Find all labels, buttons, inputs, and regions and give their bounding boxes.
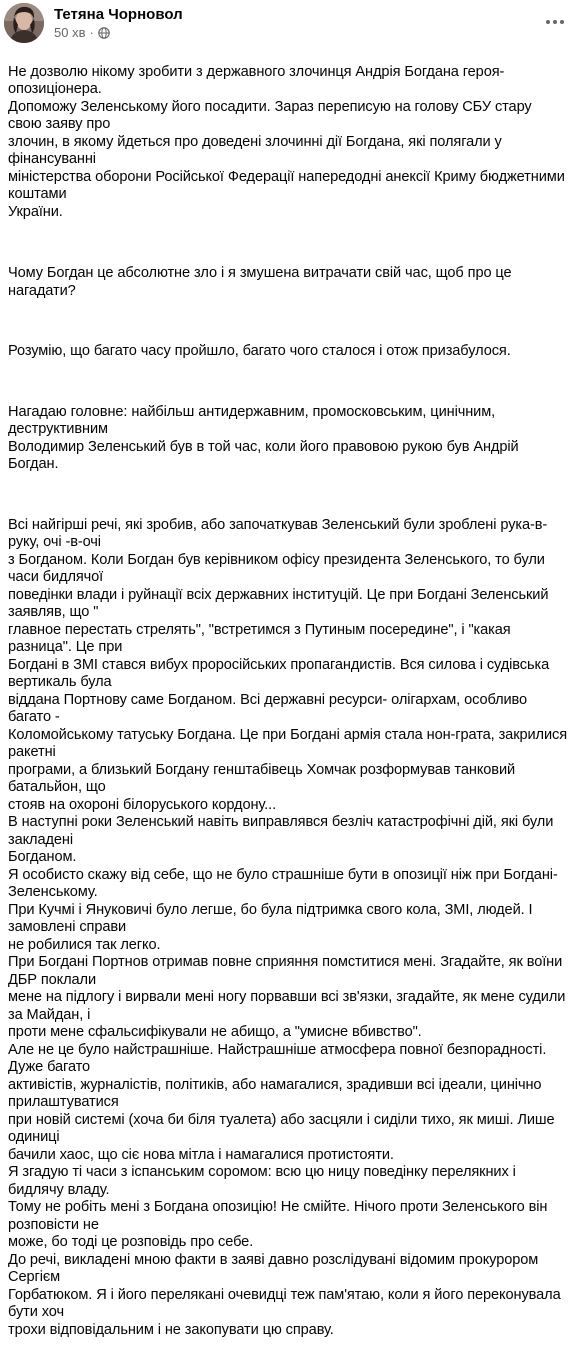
post-paragraph-2: Чому Богдан це абсолютне зло і я змушена витрачати свій час, щоб про це нагадати? — [8, 265, 512, 299]
globe-icon[interactable] — [98, 27, 110, 39]
avatar[interactable] — [4, 3, 44, 43]
post-meta — [54, 25, 110, 40]
more-options-icon — [546, 20, 564, 24]
post-text — [8, 46, 568, 1352]
post-paragraph-5: Всі найгірші речі, які зробив, або започаткував Зеленський були зроблені рука-в-руку, очі -в-очі з Богданом. Коли Богдан був керівником офісу президента Зеленського, то були часи бидлячої поведінки влади і руйнації всіх державних інституцій. Це при Богдані Зеленський заявляв, що " главное перестать стрелять", "встретимся з Путиным посередине", і "какая разница". Це при Богдані в ЗМІ стався вибух проросійських пропагандистів. Вся силова і судівська вертикаль була віддана Портнову саме Богданом. Всі державні ресурси- олігархам, особливо багато - Коломойському татуську Богдана. Це при Богдані армія стала нон-грата, закрилися ракетні програми, а близький Богдану генштабівець Хомчак розформував танковий батальйон, що стояв на охороні білоруського кордону... В наступні роки Зеленський навіть виправлявся безліч катастрофічні дій, які були закладені Богданом. Я особисто скажу від себе, що не було страшніше бути в опозиції ніж при Богдані- Зеленському. При Кучмі і Януковичі було легше, бо була підтримка свого кола, ЗМІ, людей. І замовлені справи не робилися так легко. При Богдані Портнов отримав повне сприяння помститися мені. Згадайте, як воїни ДБР поклали мене на підлогу і вирвали мені ногу порвавши всі зв'язки, згадайте, як мене судили за Майдан, і проти мене сфальсифікували не абищо, а "умисне вбивство". Але не це було найстрашніше. Найстрашніше атмосфера повної безпорадності. Дуже багато активістів, журналістів, політиків, або намагалися, зрадивши всі ідеали, цинічно прилаштуватися при новій системі (хоча би біля туалета) або засцяли і сиділи тихо, як миші. Лише одиниці бачили хаос, що сіє нова мітла і намагалися протистояти. Я згадую ті часи з іспанським соромом: всю цю ницу поведінку перелякних і бидлячу владу. Тому не робіть мені з Богдана опозицію! Не смійте. Нічого проти Зеленського він розповісти не може, бо тоді це розповідь про себе. До речі, викладені мною факти в заяві давно розслідувані відомим прокурором Сергієм Горбатюком. Я і його перелякані очевидці теж пам'ятаю, коли я його переконувала бути хоч трохи відповідальним і не закопувати цю справу. — [8, 516, 568, 1338]
post-paragraph-1: Не дозволю нікому зробити з державного злочинця Андрія Богдана героя-опозиціонера. Допоможу Зеленському його посадити. Зараз переписую на голову СБУ стару свою заяву про злочин, в якому йдеться про доведені злочинні дії Богдана, які полягали у фінансуванні міністерства оборони Російської Федерації напередодні анексії Криму бюджетними коштами України. — [8, 63, 565, 220]
author-name[interactable]: Тетяна Чорновол — [54, 6, 183, 23]
meta-separator: · — [89, 25, 94, 40]
more-options-button[interactable] — [541, 8, 569, 36]
post-paragraph-3: Розумію, що багато часу пройшло, багато чого сталося і отож призабулося. — [8, 343, 511, 359]
post-header — [0, 0, 579, 44]
post-time[interactable]: 50 хв — [54, 25, 86, 40]
avatar-image — [4, 3, 44, 43]
post-paragraph-4: Нагадаю головне: найбільш антидержавним, промосковським, цинічним, деструктивним Володимир Зеленський був в той час, коли його правовою рукою був Андрій Богдан. — [8, 403, 519, 472]
